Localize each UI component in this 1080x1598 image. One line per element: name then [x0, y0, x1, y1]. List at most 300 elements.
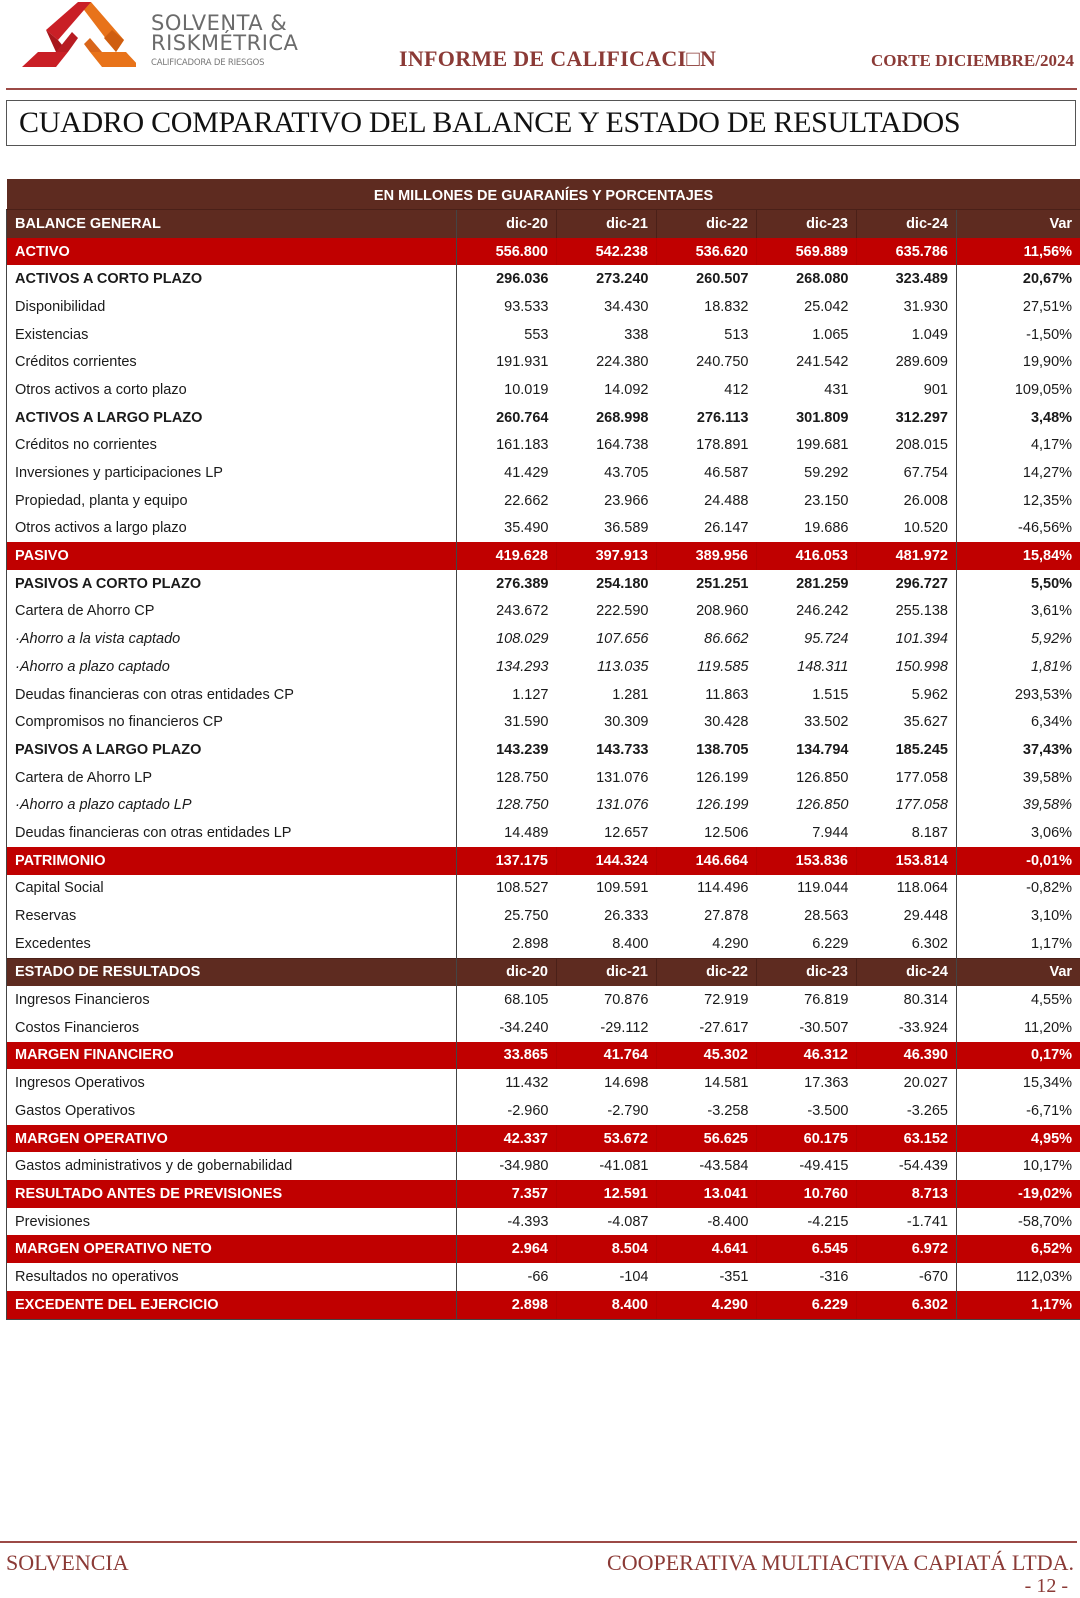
- cell-variation: 39,58%: [957, 791, 1080, 819]
- cell-variation: 19,90%: [957, 348, 1080, 376]
- row-label: Reservas: [7, 902, 457, 930]
- row-label: Disponibilidad: [7, 293, 457, 321]
- table-unit-caption-row: [7, 179, 1080, 210]
- cell-variation: 37,43%: [957, 736, 1080, 764]
- cell-value: -316: [819, 1268, 849, 1285]
- cell-value: 80.314: [903, 992, 948, 1009]
- cell-value: 2.964: [457, 1235, 557, 1263]
- logo-line1: SOLVENTA &: [151, 11, 288, 35]
- cell-value: 553: [457, 321, 557, 349]
- cell-value: 31.930: [903, 298, 948, 315]
- cell-value: 26.147: [704, 520, 749, 537]
- cell-variation: 1,17%: [957, 1291, 1080, 1319]
- section-title: CUADRO COMPARATIVO DEL BALANCE Y ESTADO DE RESULTADOS: [6, 100, 1076, 146]
- table-row: [7, 653, 1080, 681]
- cell-value: 4.290: [712, 935, 749, 952]
- cell-variation: 6,34%: [957, 708, 1080, 736]
- row-label: Cartera de Ahorro LP: [7, 764, 457, 792]
- cell-value: dic-20: [457, 210, 557, 238]
- cell-value: 31.590: [457, 708, 557, 736]
- cell-value: dic-24: [857, 958, 957, 986]
- cell-value: 93.533: [457, 293, 557, 321]
- row-label: Resultados no operativos: [7, 1263, 457, 1291]
- cell-value: 67.754: [903, 465, 948, 482]
- table-total-row: [7, 1042, 1080, 1070]
- cell-value: dic-20: [457, 958, 557, 986]
- cell-value: 4.641: [657, 1235, 757, 1263]
- table-row: [7, 321, 1080, 349]
- table-row: [7, 930, 1080, 958]
- cell-value: 296.036: [457, 265, 557, 293]
- cell-value: 224.380: [596, 354, 649, 371]
- cell-value: 109.591: [596, 880, 649, 897]
- cell-value: 148.311: [797, 658, 849, 675]
- cell-variation: 11,56%: [957, 238, 1080, 266]
- cell-variation: 11,20%: [957, 1014, 1080, 1042]
- cell-value: 126.199: [696, 769, 749, 786]
- cell-variation: 1,17%: [957, 930, 1080, 958]
- cell-variation: 15,84%: [957, 542, 1080, 570]
- cell-value: 108.029: [457, 625, 557, 653]
- cell-variation: 39,58%: [957, 764, 1080, 792]
- cell-value: 255.138: [895, 603, 948, 620]
- cell-value: 296.727: [895, 575, 948, 592]
- cell-value: 260.764: [457, 404, 557, 432]
- table-row: [7, 986, 1080, 1014]
- cell-value: 144.324: [557, 847, 657, 875]
- cell-variation: 4,95%: [957, 1125, 1080, 1153]
- cell-value: -4.087: [607, 1213, 649, 1230]
- row-label: Capital Social: [7, 875, 457, 903]
- row-label: BALANCE GENERAL: [7, 210, 457, 238]
- cell-variation: 3,61%: [957, 598, 1080, 626]
- cell-value: 137.175: [457, 847, 557, 875]
- cell-value: 24.488: [704, 492, 749, 509]
- cell-value: 635.786: [857, 238, 957, 266]
- cell-value: 1.281: [612, 686, 649, 703]
- cell-value: 14.092: [604, 381, 649, 398]
- cell-value: -670: [918, 1268, 948, 1285]
- cell-value: 14.489: [457, 819, 557, 847]
- cell-value: 536.620: [657, 238, 757, 266]
- cell-value: 33.865: [457, 1042, 557, 1070]
- row-label: ACTIVOS A LARGO PLAZO: [7, 404, 457, 432]
- cell-value: 25.750: [457, 902, 557, 930]
- cell-value: 86.662: [704, 631, 749, 648]
- report-title: INFORME DE CALIFICACI□N: [399, 46, 717, 71]
- cell-value: 41.764: [557, 1042, 657, 1070]
- cell-value: -8.400: [707, 1213, 749, 1230]
- cell-value: 8.400: [612, 935, 649, 952]
- cell-value: 6.302: [911, 935, 948, 952]
- cell-value: 416.053: [757, 542, 857, 570]
- page-number: - 12 -: [1024, 1575, 1068, 1597]
- row-label: RESULTADO ANTES DE PREVISIONES: [7, 1180, 457, 1208]
- cell-variation: 20,67%: [957, 265, 1080, 293]
- cell-value: dic-22: [657, 210, 757, 238]
- table-row: [7, 598, 1080, 626]
- cell-value: -34.240: [457, 1014, 557, 1042]
- cell-value: -3.265: [906, 1102, 948, 1119]
- cell-value: 23.150: [804, 492, 849, 509]
- cell-value: dic-24: [857, 210, 957, 238]
- cell-variation: 0,17%: [957, 1042, 1080, 1070]
- cell-value: 542.238: [557, 238, 657, 266]
- cell-value: 10.019: [457, 376, 557, 404]
- cell-variation: 3,48%: [957, 404, 1080, 432]
- cell-value: 6.229: [812, 935, 849, 952]
- cell-value: 146.664: [657, 847, 757, 875]
- row-label: Inversiones y participaciones LP: [7, 459, 457, 487]
- table-row: [7, 1263, 1080, 1291]
- cell-value: 2.898: [457, 1291, 557, 1319]
- table-row: [7, 819, 1080, 847]
- row-label: Créditos corrientes: [7, 348, 457, 376]
- cell-variation: -19,02%: [957, 1180, 1080, 1208]
- cell-value: 8.504: [557, 1235, 657, 1263]
- logo-mark-icon: [16, 0, 136, 72]
- cell-value: 208.015: [895, 437, 948, 454]
- cell-value: 28.563: [804, 908, 849, 925]
- cell-value: 35.490: [457, 515, 557, 543]
- cell-value: dic-21: [557, 958, 657, 986]
- cell-value: 419.628: [457, 542, 557, 570]
- cell-value: 338: [624, 326, 649, 343]
- cell-value: 281.259: [796, 575, 849, 592]
- cell-value: 268.998: [596, 409, 649, 426]
- footer-entity-name: COOPERATIVA MULTIACTIVA CAPIATÁ LTDA.: [607, 1550, 1074, 1575]
- cell-value: 41.429: [457, 459, 557, 487]
- cell-variation: 3,06%: [957, 819, 1080, 847]
- cell-variation: 1,81%: [957, 653, 1080, 681]
- cell-value: 276.113: [696, 409, 749, 426]
- table-total-row: [7, 542, 1080, 570]
- cell-value: 119.044: [797, 880, 849, 897]
- cell-value: 108.527: [457, 875, 557, 903]
- cell-value: 126.850: [796, 797, 849, 814]
- cell-value: -4.393: [457, 1208, 557, 1236]
- cell-value: 131.076: [596, 797, 649, 814]
- cell-value: 397.913: [557, 542, 657, 570]
- table-row: [7, 293, 1080, 321]
- row-label: ·Ahorro a la vista captado: [7, 625, 457, 653]
- table-row: [7, 791, 1080, 819]
- cell-value: 276.389: [457, 570, 557, 598]
- cell-value: 14.698: [604, 1075, 649, 1092]
- cell-value: 45.302: [657, 1042, 757, 1070]
- table-total-row: [7, 1291, 1080, 1319]
- cell-value: 18.832: [704, 298, 749, 315]
- cell-value: 134.794: [796, 741, 849, 758]
- table-row: [7, 404, 1080, 432]
- cell-variation: 109,05%: [957, 376, 1080, 404]
- cell-value: -3.258: [707, 1102, 749, 1119]
- cell-value: 128.750: [457, 791, 557, 819]
- report-cut-date: CORTE DICIEMBRE/2024: [871, 51, 1074, 70]
- cell-value: 26.333: [604, 908, 649, 925]
- cell-value: 138.705: [696, 741, 749, 758]
- cell-value: 2.898: [457, 930, 557, 958]
- cell-value: -351: [719, 1268, 749, 1285]
- cell-value: 10.760: [757, 1180, 857, 1208]
- table-row: [7, 625, 1080, 653]
- table-row: [7, 432, 1080, 460]
- cell-value: 556.800: [457, 238, 557, 266]
- cell-value: 191.931: [457, 348, 557, 376]
- cell-variation: -1,50%: [957, 321, 1080, 349]
- table-section-header-row: [7, 958, 1080, 986]
- cell-value: 19.686: [804, 520, 849, 537]
- row-label: Compromisos no financieros CP: [7, 708, 457, 736]
- cell-value: 35.627: [903, 714, 948, 731]
- cell-value: 42.337: [457, 1125, 557, 1153]
- cell-value: 1.049: [911, 326, 948, 343]
- table-total-row: [7, 1235, 1080, 1263]
- cell-variation: 12,35%: [957, 487, 1080, 515]
- cell-variation: 5,92%: [957, 625, 1080, 653]
- cell-value: 222.590: [596, 603, 649, 620]
- cell-value: 36.589: [604, 520, 649, 537]
- cell-variation: 112,03%: [957, 1263, 1080, 1291]
- cell-value: -3.500: [807, 1102, 849, 1119]
- cell-value: -1.741: [906, 1213, 948, 1230]
- logo-wordmark: [151, 13, 298, 53]
- table-total-row: [7, 1180, 1080, 1208]
- cell-value: 177.058: [895, 769, 948, 786]
- cell-value: 513: [724, 326, 749, 343]
- cell-variation: 14,27%: [957, 459, 1080, 487]
- cell-value: 126.850: [796, 769, 849, 786]
- cell-value: 76.819: [804, 992, 849, 1009]
- cell-value: 46.390: [857, 1042, 957, 1070]
- row-label: Deudas financieras con otras entidades CP: [7, 681, 457, 709]
- cell-value: 1.127: [457, 681, 557, 709]
- table-row: [7, 736, 1080, 764]
- cell-value: 150.998: [895, 658, 948, 675]
- table-row: [7, 459, 1080, 487]
- table-row: [7, 1069, 1080, 1097]
- table-row: [7, 265, 1080, 293]
- row-label: Otros activos a corto plazo: [7, 376, 457, 404]
- cell-value: 25.042: [804, 298, 849, 315]
- cell-variation: 15,34%: [957, 1069, 1080, 1097]
- cell-value: -66: [457, 1263, 557, 1291]
- cell-value: -49.415: [799, 1158, 849, 1175]
- cell-value: 56.625: [657, 1125, 757, 1153]
- cell-variation: Var: [957, 210, 1080, 238]
- cell-variation: 4,55%: [957, 986, 1080, 1014]
- cell-value: -104: [619, 1268, 649, 1285]
- cell-value: 30.428: [704, 714, 749, 731]
- cell-value: 7.944: [812, 824, 849, 841]
- cell-value: 70.876: [604, 992, 649, 1009]
- logo-tagline: CALIFICADORA DE RIESGOS: [151, 58, 265, 68]
- cell-value: 153.814: [857, 847, 957, 875]
- footer-divider: [0, 1541, 1077, 1543]
- cell-value: 29.448: [903, 908, 948, 925]
- cell-value: 185.245: [895, 741, 948, 758]
- cell-value: 251.251: [696, 575, 749, 592]
- cell-variation: -58,70%: [957, 1208, 1080, 1236]
- row-label: Gastos administrativos y de gobernabilidad: [7, 1152, 457, 1180]
- cell-value: -34.980: [457, 1152, 557, 1180]
- cell-value: 126.199: [696, 797, 749, 814]
- cell-value: 14.581: [704, 1075, 749, 1092]
- row-label: Ingresos Operativos: [7, 1069, 457, 1097]
- cell-value: dic-21: [557, 210, 657, 238]
- footer-rating-type: SOLVENCIA: [6, 1550, 129, 1575]
- cell-variation: -0,82%: [957, 875, 1080, 903]
- unit-caption: EN MILLONES DE GUARANÍES Y PORCENTAJES: [7, 179, 1080, 210]
- cell-value: 268.080: [796, 271, 849, 288]
- table-row: [7, 902, 1080, 930]
- cell-value: 134.293: [457, 653, 557, 681]
- cell-value: 199.681: [796, 437, 849, 454]
- table-row: [7, 1208, 1080, 1236]
- table-row: [7, 1152, 1080, 1180]
- cell-value: 254.180: [596, 575, 649, 592]
- cell-value: 119.585: [697, 658, 749, 675]
- row-label: Créditos no corrientes: [7, 432, 457, 460]
- cell-value: -43.584: [699, 1158, 749, 1175]
- cell-variation: 3,10%: [957, 902, 1080, 930]
- cell-value: 63.152: [857, 1125, 957, 1153]
- cell-value: 12.591: [557, 1180, 657, 1208]
- cell-value: 131.076: [596, 769, 649, 786]
- cell-value: 8.187: [911, 824, 948, 841]
- cell-value: 23.966: [604, 492, 649, 509]
- row-label: Excedentes: [7, 930, 457, 958]
- row-label: MARGEN OPERATIVO NETO: [7, 1235, 457, 1263]
- cell-value: 240.750: [696, 354, 749, 371]
- table-row: [7, 1014, 1080, 1042]
- cell-value: 6.545: [757, 1235, 857, 1263]
- row-label: Cartera de Ahorro CP: [7, 598, 457, 626]
- logo-line2: RISKMÉTRICA: [151, 31, 299, 55]
- cell-value: 178.891: [696, 437, 749, 454]
- cell-variation: -6,71%: [957, 1097, 1080, 1125]
- row-label: Deudas financieras con otras entidades LP: [7, 819, 457, 847]
- row-label: PASIVOS A CORTO PLAZO: [7, 570, 457, 598]
- table-row: [7, 764, 1080, 792]
- cell-variation: Var: [957, 958, 1080, 986]
- cell-value: 273.240: [596, 271, 649, 288]
- row-label: ACTIVO: [7, 238, 457, 266]
- table-row: [7, 515, 1080, 543]
- cell-value: 8.400: [557, 1291, 657, 1319]
- cell-value: -41.081: [599, 1158, 649, 1175]
- row-label: ·Ahorro a plazo captado: [7, 653, 457, 681]
- row-label: ESTADO DE RESULTADOS: [7, 958, 457, 986]
- cell-value: 301.809: [796, 409, 849, 426]
- cell-value: 312.297: [895, 409, 948, 426]
- cell-value: 10.520: [903, 520, 948, 537]
- cell-value: 114.496: [697, 880, 749, 897]
- row-label: PASIVOS A LARGO PLAZO: [7, 736, 457, 764]
- table-row: [7, 708, 1080, 736]
- cell-value: 4.290: [657, 1291, 757, 1319]
- cell-value: 107.656: [596, 631, 649, 648]
- cell-value: -27.617: [699, 1019, 749, 1036]
- cell-value: 161.183: [457, 432, 557, 460]
- row-label: ·Ahorro a plazo captado LP: [7, 791, 457, 819]
- cell-value: -54.439: [898, 1158, 948, 1175]
- cell-value: 481.972: [857, 542, 957, 570]
- table-total-row: [7, 847, 1080, 875]
- cell-value: 1.065: [812, 326, 849, 343]
- cell-variation: 6,52%: [957, 1235, 1080, 1263]
- row-label: EXCEDENTE DEL EJERCICIO: [7, 1291, 457, 1319]
- cell-value: 46.312: [757, 1042, 857, 1070]
- cell-value: 33.502: [804, 714, 849, 731]
- cell-value: 431: [824, 381, 849, 398]
- cell-value: 569.889: [757, 238, 857, 266]
- cell-value: 143.239: [457, 736, 557, 764]
- cell-value: 5.962: [911, 686, 948, 703]
- cell-value: 241.542: [796, 354, 849, 371]
- cell-value: 68.105: [457, 986, 557, 1014]
- cell-value: 323.489: [895, 271, 948, 288]
- cell-variation: -46,56%: [957, 515, 1080, 543]
- cell-value: 12.506: [704, 824, 749, 841]
- cell-value: 289.609: [895, 354, 948, 371]
- header-divider: [6, 88, 1077, 90]
- cell-value: dic-22: [657, 958, 757, 986]
- cell-variation: 293,53%: [957, 681, 1080, 709]
- cell-value: -29.112: [600, 1019, 649, 1036]
- cell-value: 8.713: [857, 1180, 957, 1208]
- row-label: Costos Financieros: [7, 1014, 457, 1042]
- cell-variation: -0,01%: [957, 847, 1080, 875]
- row-label: Existencias: [7, 321, 457, 349]
- row-label: PATRIMONIO: [7, 847, 457, 875]
- row-label: MARGEN OPERATIVO: [7, 1125, 457, 1153]
- row-label: Gastos Operativos: [7, 1097, 457, 1125]
- row-label: Ingresos Financieros: [7, 986, 457, 1014]
- cell-variation: 5,50%: [957, 570, 1080, 598]
- cell-value: 128.750: [457, 764, 557, 792]
- cell-variation: 27,51%: [957, 293, 1080, 321]
- table-row: [7, 376, 1080, 404]
- cell-value: 260.507: [696, 271, 749, 288]
- table-section-header-row: [7, 210, 1080, 238]
- cell-value: 101.394: [895, 631, 948, 648]
- table-row: [7, 681, 1080, 709]
- company-logo: [16, 0, 306, 72]
- cell-value: 43.705: [604, 465, 649, 482]
- cell-value: -30.507: [799, 1019, 849, 1036]
- cell-value: 30.309: [604, 714, 649, 731]
- cell-value: 412: [724, 381, 749, 398]
- cell-value: 208.960: [696, 603, 749, 620]
- cell-value: 143.733: [596, 741, 649, 758]
- cell-value: 901: [923, 381, 948, 398]
- cell-value: -4.215: [807, 1213, 849, 1230]
- cell-value: 34.430: [604, 298, 649, 315]
- table-row: [7, 487, 1080, 515]
- row-label: PASIVO: [7, 542, 457, 570]
- cell-value: 246.242: [796, 603, 849, 620]
- cell-value: 153.836: [757, 847, 857, 875]
- cell-value: 6.302: [857, 1291, 957, 1319]
- cell-value: 11.432: [457, 1069, 557, 1097]
- cell-value: dic-23: [757, 958, 857, 986]
- cell-value: 17.363: [804, 1075, 849, 1092]
- cell-value: 164.738: [596, 437, 649, 454]
- row-label: Propiedad, planta y equipo: [7, 487, 457, 515]
- cell-value: dic-23: [757, 210, 857, 238]
- cell-value: 60.175: [757, 1125, 857, 1153]
